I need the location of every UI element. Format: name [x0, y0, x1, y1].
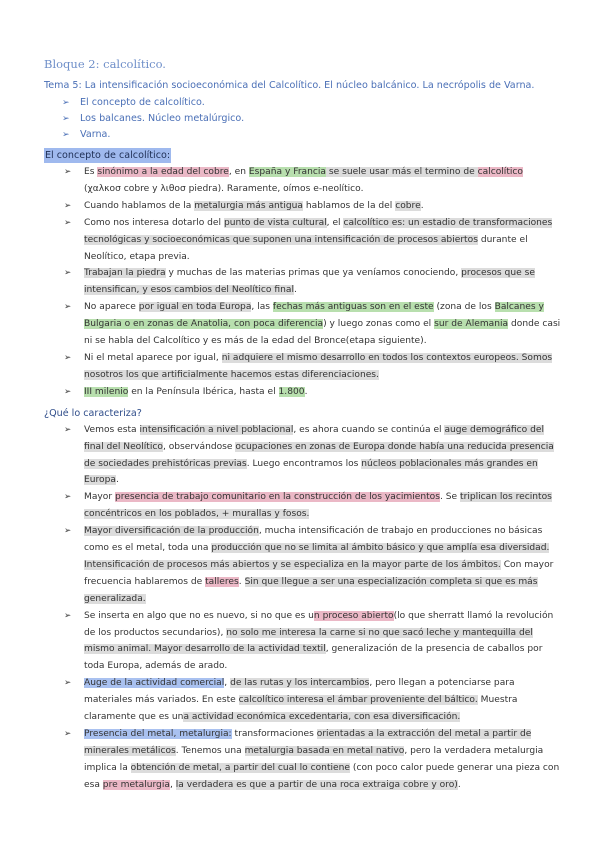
text-run: , pero la verdadera metalurgia implica la	[84, 745, 544, 773]
arrow-bullet-icon: ➢	[64, 268, 72, 279]
highlighted-text: obtención de metal, a partir del cual lo contiene	[130, 762, 350, 773]
highlighted-text: Presencia del metal, metalurgia:	[84, 729, 232, 739]
bullet-item	[44, 384, 562, 401]
highlighted-text: no solo me interesa la carne si no que sacó leche y mantequilla del mismo animal. Mayor desarrollo de la actividad textil	[84, 627, 533, 655]
section2-bullets	[44, 422, 562, 794]
arrow-bullet-icon: ➢	[64, 200, 72, 211]
highlighted-text: intensificación a nivel poblacional	[139, 424, 294, 435]
text-run: . Luego encontramos los	[246, 458, 362, 469]
bullet-item	[44, 523, 562, 608]
text-run: Se inserta en algo que no es nuevo, si no que es u	[84, 610, 314, 621]
highlighted-text: Auge de la actividad comercial	[84, 678, 225, 689]
toc-item: ➢ Varna.	[44, 127, 562, 143]
toc-item: ➢ El concepto de calcolítico.	[44, 95, 562, 111]
arrow-bullet-icon: ➢	[64, 678, 72, 689]
bullet-item	[44, 422, 562, 490]
bullet-item	[44, 350, 562, 384]
highlighted-text: la verdadera es que a partir de una roca extraiga cobre y oro)	[175, 779, 458, 790]
arrow-bullet-icon: ➢	[64, 526, 72, 537]
text-run: No aparece	[84, 302, 139, 313]
highlighted-text: punto de vista cultural	[223, 217, 327, 228]
text-run: .	[420, 200, 424, 211]
text-run: Como nos interesa dotarlo del	[84, 217, 224, 228]
text-run: Mayor	[84, 492, 115, 503]
text-run: (con poco calor puede generar una pieza con esa	[84, 762, 560, 790]
toc-item: ➢ Los balcanes. Núcleo metalúrgico.	[44, 111, 562, 127]
arrow-bullet-icon: ➢	[64, 167, 72, 177]
highlighted-text: auge demográfico del final del Neolítico	[84, 424, 544, 452]
bullet-item	[44, 608, 562, 676]
highlighted-text: producción que no se limita al ámbito básico y que amplía esa diversidad. Intensificación de procesos más abiertos y se especializa en la mayor parte de los ámbitos.	[84, 543, 550, 570]
text-run: . Se	[439, 492, 461, 503]
highlighted-text: cobre	[395, 200, 421, 211]
text-run: , observándose	[162, 441, 236, 452]
highlighted-text: metalurgia basada en metal nativo	[244, 745, 405, 756]
highlighted-text: por igual en toda Europa	[138, 302, 252, 313]
arrow-bullet-icon: ➢	[64, 386, 72, 397]
arrow-bullet-icon: ➢	[64, 424, 72, 435]
highlighted-text: fechas más antiguas son en el este	[272, 302, 434, 313]
highlighted-text: ocupaciones en zonas de Europa donde había una reducida presencia de sociedades prehistóricas previas	[84, 441, 554, 469]
text-run: durante el Neolítico, etapa previa.	[84, 234, 528, 262]
highlighted-text: n proceso abierto	[313, 610, 394, 621]
text-run: Cuando hablamos de la	[84, 200, 195, 211]
text-run: Ni el metal aparece por igual,	[84, 352, 222, 363]
bullet-item	[44, 726, 562, 794]
text-run: en la Península Ibérica, hasta el	[128, 386, 279, 397]
text-run: , mucha intensificación de trabajo en producciones no básicas como es el metal, toda una	[84, 526, 543, 554]
highlighted-text: se suele usar más el termino de	[326, 167, 478, 177]
text-run: hablamos de la del	[303, 200, 396, 211]
bullet-item	[44, 489, 562, 523]
highlighted-text: España y Francia	[248, 167, 326, 177]
text-run: ,	[224, 678, 231, 689]
text-run: ,	[169, 779, 176, 790]
text-run: .	[115, 475, 119, 486]
arrow-bullet-icon: ➢	[64, 492, 72, 503]
arrow-bullet-icon: ➢	[64, 729, 72, 739]
arrow-bullet-icon: ➢	[62, 114, 70, 124]
bullet-item	[44, 164, 562, 198]
text-run: y muchas de las materias primas que ya veníamos conociendo,	[165, 268, 462, 279]
block-title: Bloque 2: calcolítico.	[44, 57, 166, 71]
highlighted-text: Mayor diversificación de la producción	[84, 526, 259, 537]
highlighted-text: pre metalurgia	[102, 779, 170, 790]
text-run: Es	[84, 167, 98, 177]
text-run: transformaciones	[231, 729, 317, 739]
bullet-item	[44, 198, 562, 215]
arrow-bullet-icon: ➢	[64, 217, 72, 228]
highlighted-text: metalurgia más antigua	[194, 200, 304, 211]
highlighted-text: a actividad económica excedentaria, con esa diversificación.	[183, 712, 461, 723]
highlighted-text: 1.800	[278, 386, 305, 397]
arrow-bullet-icon: ➢	[62, 130, 70, 140]
highlighted-text: procesos que se intensifican, y esos cambios del Neolítico final	[84, 268, 535, 296]
text-run: ) y luego zonas como el	[323, 319, 435, 330]
section-heading: ¿Qué lo caracteriza?	[44, 407, 142, 419]
arrow-bullet-icon: ➢	[62, 98, 70, 108]
text-run: , generalización de la presencia de caballos por toda Europa, además de arado.	[84, 644, 543, 672]
text-run: Muestra claramente que es un	[84, 695, 518, 723]
text-run: .	[238, 576, 245, 587]
section1-bullets	[44, 164, 562, 401]
bullet-item	[44, 675, 562, 726]
arrow-bullet-icon: ➢	[64, 610, 72, 621]
text-run: , es ahora cuando se continúa el	[293, 424, 445, 435]
text-run: , las	[251, 302, 273, 313]
highlighted-text: presencia de trabajo comunitario en la construcción de los yacimientos	[115, 492, 440, 503]
bullet-item	[44, 215, 562, 266]
text-run: , el	[326, 217, 344, 228]
text-run: (χαλκοσ cobre y λιθοσ piedra). Raramente, oímos e-neolítico.	[84, 183, 364, 194]
text-run: , en	[228, 167, 249, 177]
highlighted-text: III milenio	[84, 386, 129, 397]
highlighted-text: sur de Alemania	[434, 319, 509, 330]
text-run: Con mayor frecuencia hablaremos de	[84, 559, 554, 587]
bullet-item	[44, 299, 562, 350]
text-run: donde casi ni se habla del Calcolítico y es más de la edad del Bronce(etapa siguiente).	[84, 319, 561, 347]
highlighted-text: calcolítico interesa el ámbar proveniente del báltico.	[238, 695, 478, 706]
topic-title: Tema 5: La intensificación socioeconómica del Calcolítico. El núcleo balcánico. La necrópolis de Varna.	[44, 80, 535, 91]
text-run: .	[293, 285, 297, 296]
highlighted-text: calcolítico es: un estadio de transformaciones tecnológicas y socioeconómicas que suponen una intensificación de procesos abiertos	[84, 217, 553, 245]
text-run: .	[304, 386, 308, 397]
arrow-bullet-icon: ➢	[64, 302, 72, 313]
highlighted-text: Trabajan la piedra	[84, 268, 166, 279]
highlighted-text: orientadas a la extracción del metal a partir de minerales metálicos	[84, 729, 532, 756]
text-run: , pero llegan a potenciarse para materiales más variados. En este	[84, 678, 515, 706]
arrow-bullet-icon: ➢	[64, 352, 72, 363]
section-heading: El concepto de calcolítico:	[45, 150, 171, 161]
text-run: (zona de los	[433, 302, 495, 313]
text-run: . Tenemos una	[175, 745, 245, 756]
highlighted-text: sinónimo a la edad del cobre	[97, 167, 229, 177]
highlighted-text: calcolítico	[477, 167, 523, 177]
bullet-item	[44, 265, 562, 299]
text-run: Vemos esta	[84, 424, 140, 435]
highlighted-text: ni adquiere el mismo desarrollo en todos los contextos europeos. Somos nosotros los que artificialmente hacemos estas diferenciaciones.	[84, 352, 553, 380]
text-run: .	[457, 779, 461, 790]
highlighted-text: talleres	[205, 576, 239, 587]
highlighted-text: Balcanes y Bulgaria o en zonas de Anatolia, con poca diferencia	[84, 302, 544, 330]
highlighted-text: Sin que llegue a ser una especialización completa si que es más generalizada.	[84, 576, 538, 604]
highlighted-text: núcleos poblacionales más grandes en Europa	[84, 458, 538, 486]
table-of-contents	[44, 95, 562, 143]
text-run: (lo que sherratt llamó la revolución de los productos secundarios),	[84, 610, 554, 638]
highlighted-text: triplican los recintos concéntricos en los poblados, + murallas y fosos.	[84, 492, 552, 520]
highlighted-text: de las rutas y los intercambios	[230, 678, 370, 689]
